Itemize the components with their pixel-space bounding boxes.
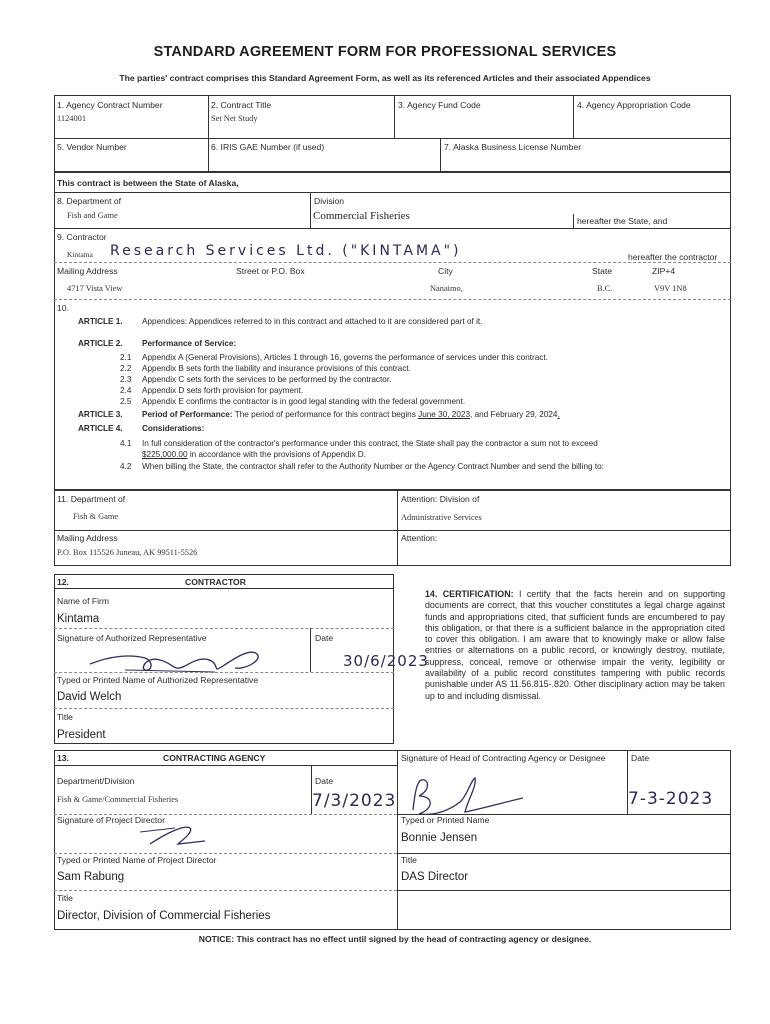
contract-between-text: This contract is between the State of Alaska, [57, 178, 239, 188]
agency-contract-number-value: 1124001 [57, 114, 87, 123]
section-13-title: CONTRACTING AGENCY [163, 753, 266, 763]
article2-item-num: 2.4 [120, 386, 132, 395]
section-12-title: CONTRACTOR [185, 577, 246, 587]
typed-director-label: Typed or Printed Name of Project Director [57, 855, 217, 865]
article2-label: ARTICLE 2. [78, 339, 123, 348]
item-4-2-text: When billing the State, the contractor shall refer to the Authority Number or the Agency Contract Number and send the billing to: [142, 462, 604, 471]
typed-director-value: Sam Rabung [57, 871, 125, 883]
article2-item-text: Appendix C sets forth the services to be performed by the contractor. [142, 375, 392, 384]
certification-body: I certify that the facts herein and on supporting documents are correct, that this voucher constitutes a legal charge against funds and appropriations cited, that sufficient funds are encumbered to pay this obligation, or that there is a sufficient balance in the appropriation cited to cover this obligation. I am aware that to knowingly make or allow false entries or alternations on a public record, or knowingly destroy, mutilate, suppress, conceal, remove or otherwise impair the verity, legibility or availability of a public record constitutes tampering with public records punishable under AS 11.56.815-.820. Other disciplinary action may be taken up to and including dismissal. [425, 589, 725, 701]
article3-suffix: . [557, 410, 560, 419]
contract-title-value: Set Net Study [211, 114, 258, 123]
head-title-value: DAS Director [401, 871, 469, 883]
billing-mailing-label: Mailing Address [57, 533, 118, 543]
section-12-number: 12. [57, 577, 69, 587]
division-value: Commercial Fisheries [313, 210, 410, 222]
project-director-signature [130, 814, 240, 854]
contractor-date-value: 30/6/2023 [343, 652, 429, 670]
article2-item-text: Appendix E confirms the contractor is in good legal standing with the federal government. [142, 397, 466, 406]
contractor-address: 4717 Vista View [67, 284, 123, 293]
department-label: 8. Department of [57, 196, 122, 206]
article3-heading: Period of Performance: [142, 410, 233, 419]
article1-text: Appendices: Appendices referred to in this contract and attached to it are considered part of it. [142, 317, 483, 326]
contractor-handwritten-name: Research Services Ltd. ("KINTAMA") [110, 243, 462, 259]
billing-attention-label: Attention: Division of [401, 494, 480, 504]
agency-title-value: Director, Division of Commercial Fisheries [57, 910, 271, 922]
contractor-state: B.C. [597, 284, 613, 293]
section-13-number: 13. [57, 753, 69, 763]
state-label: State [592, 266, 613, 276]
certification-heading: 14. CERTIFICATION: [425, 589, 514, 599]
agency-appropriation-code-label: 4. Agency Appropriation Code [577, 100, 691, 110]
head-title-label: Title [401, 855, 417, 865]
article2-item-num: 2.3 [120, 375, 132, 384]
item-4-1-num: 4.1 [120, 439, 132, 448]
street-label: Street or P.O. Box [236, 266, 305, 276]
item-4-1-line1: In full consideration of the contractor's performance under this contract, the State shall pay the contractor a sum not to exceed [142, 439, 598, 448]
vendor-number-label: 5. Vendor Number [57, 142, 127, 152]
item-4-2-num: 4.2 [120, 462, 132, 471]
mailing-address-label: Mailing Address [57, 266, 118, 276]
article3-start-date: June 30, 2023 [418, 410, 471, 419]
contractor-zip: V9V 1N8 [654, 284, 687, 293]
certification-text [425, 589, 725, 702]
articles-section-number: 10. [57, 303, 69, 313]
billing-attention2-label: Attention: [401, 533, 438, 543]
contractor-title-value: President [57, 729, 106, 741]
contractor-city: Nanaimo, [430, 284, 463, 293]
contractor-typed-name: Kintama [67, 250, 93, 259]
dept-division-value: Fish & Game/Commercial Fisheries [57, 795, 179, 804]
article1-label: ARTICLE 1. [78, 317, 123, 326]
agency-date-label: Date [315, 776, 334, 786]
article3-text-line [142, 410, 560, 419]
item-4-1-line2-text: in accordance with the provisions of Appendix D. [189, 450, 366, 459]
business-license-label: 7. Alaska Business License Number [444, 142, 582, 152]
hereafter-contractor: hereafter the contractor [628, 252, 718, 262]
head-name-label: Typed or Printed Name [401, 815, 490, 825]
article3-label: ARTICLE 3. [78, 410, 123, 419]
head-name-value: Bonnie Jensen [401, 832, 478, 844]
billing-department-label: 11. Department of [57, 494, 126, 504]
contractor-signature-label: Signature of Authorized Representative [57, 633, 207, 643]
division-label: Division [314, 196, 345, 206]
agency-fund-code-label: 3. Agency Fund Code [398, 100, 481, 110]
article2-item-num: 2.2 [120, 364, 132, 373]
project-director-sig-label: Signature of Project Director [57, 815, 165, 825]
article3-mid: , and [470, 410, 489, 419]
billing-mailing: P.O. Box 115526 Juneau, AK 99511-5526 [57, 548, 198, 557]
typed-rep-name-label: Typed or Printed Name of Authorized Representative [57, 675, 259, 685]
iris-number-label: 6. IRIS GAE Number (if used) [211, 142, 325, 152]
contractor-title-label: Title [57, 712, 73, 722]
contract-title-label: 2. Contract Title [211, 100, 272, 110]
article4-label: ARTICLE 4. [78, 424, 123, 433]
article2-item-text: Appendix D sets forth provision for payment. [142, 386, 304, 395]
article2-item-num: 2.5 [120, 397, 132, 406]
notice-text: NOTICE: This contract has no effect until signed by the head of contracting agency or designee. [198, 934, 592, 944]
article3-text: The period of performance for this contract begins [234, 410, 416, 419]
dept-division-label: Department/Division [57, 776, 135, 786]
article2-item-text: Appendix B sets forth the liability and insurance provisions of this contract. [142, 364, 411, 373]
article2-item-text: Appendix A (General Provisions), Articles 1 through 16, governs the performance of services under this contract. [142, 353, 548, 362]
article2-heading: Performance of Service: [142, 339, 237, 348]
agency-date-value: 7/3/2023 [312, 791, 397, 811]
head-date-value: 7-3-2023 [628, 789, 714, 809]
article4-heading: Considerations: [142, 424, 205, 433]
item-4-1-amount: $225,000.00 [142, 450, 188, 459]
agency-title-label: Title [57, 893, 73, 903]
article3-end-date: February 29, 2024 [490, 410, 558, 419]
article2-item-num: 2.1 [120, 353, 132, 362]
hereafter-state: hereafter the State, and [577, 216, 668, 226]
head-signature-label: Signature of Head of Contracting Agency or Designee [401, 753, 606, 763]
head-date-label: Date [631, 753, 650, 763]
billing-attention: Administrative Services [401, 513, 482, 522]
department-value: Fish and Game [67, 211, 118, 220]
agency-contract-number-label: 1. Agency Contract Number [57, 100, 163, 110]
item-4-1-line2 [142, 450, 366, 459]
contractor-date-label: Date [315, 633, 334, 643]
firm-label: Name of Firm [57, 596, 110, 606]
form-subtitle: The parties' contract comprises this Standard Agreement Form, as well as its referenced Articles and their associated Appendices [119, 73, 651, 83]
contractor-label: 9. Contractor [57, 232, 107, 242]
city-label: City [438, 266, 453, 276]
typed-rep-name: David Welch [57, 691, 122, 703]
firm-value: Kintama [57, 613, 100, 625]
zip-label: ZIP+4 [652, 266, 676, 276]
form-title: STANDARD AGREEMENT FORM FOR PROFESSIONAL SERVICES [153, 44, 617, 60]
billing-department: Fish & Game [73, 512, 119, 521]
